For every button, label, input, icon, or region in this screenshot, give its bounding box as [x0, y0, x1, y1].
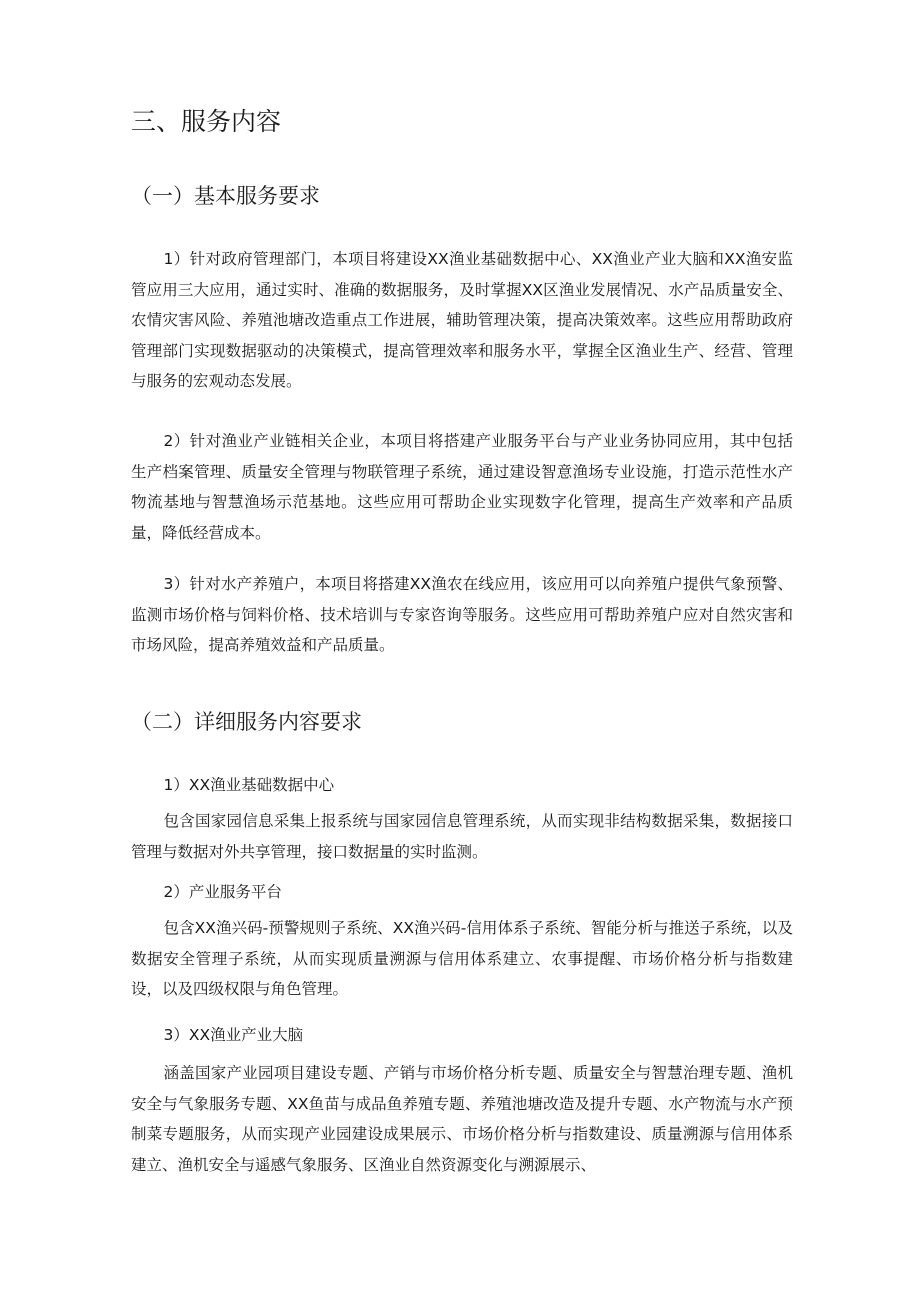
basic-requirements-heading: （一）基本服务要求 [131, 184, 320, 208]
paragraph-enterprise: 2）针对渔业产业链相关企业，本项目将搭建产业服务平台与产业业务协同应用，其中包括生产档案管理、质量安全管理与物联管理子系统，通过建设智意渔场专业设施，打造示范性水产物流基地与智慧渔场示范基地。这些应用可帮助企业实现数字化管理，提高生产效率和产品质量，降低经营成本。 [131, 432, 793, 542]
item-industry-platform: 2）产业服务平台 [163, 883, 282, 901]
paragraph-government: 1）针对政府管理部门，本项目将建设XX渔业基础数据中心、XX渔业产业大脑和XX渔安监管应用三大应用，通过实时、准确的数据服务，及时掌握XX区渔业发展情况、水产品质量安全、农情灾害风险、养殖池塘改造重点工作进展，辅助管理决策，提高决策效率。这些应用帮助政府管理部门实现数据驱动的决策模式，提高管理效率和服务水平，掌握全区渔业生产、经营、管理与服务的宏观动态发展。 [131, 250, 793, 391]
section-title: 三、服务内容 [131, 107, 282, 136]
item-industry-brain: 3）XX渔业产业大脑 [163, 1026, 304, 1044]
detailed-requirements-heading: （二）详细服务内容要求 [131, 710, 362, 734]
desc-industry-brain: 涵盖国家产业园项目建设专题、产销与市场价格分析专题、质量安全与智慧治理专题、渔机安全与气象服务专题、XX鱼苗与成品鱼养殖专题、养殖池塘改造及提升专题、水产物流与水产预制菜专题服务，从而实现产业园建设成果展示、市场价格分析与指数建设、质量溯源与信用体系建立、渔机安全与遥感气象服务、区渔业自然资源变化与溯源展示、 [131, 1064, 793, 1174]
item-data-center: 1）XX渔业基础数据中心 [163, 776, 335, 794]
paragraph-farmers: 3）针对水产养殖户，本项目将搭建XX渔农在线应用，该应用可以向养殖户提供气象预警、监测市场价格与饲料价格、技术培训与专家咨询等服务。这些应用可帮助养殖户应对自然灾害和市场风险，提高养殖效益和产品质量。 [131, 575, 793, 655]
desc-industry-platform: 包含XX渔兴码-预警规则子系统、XX渔兴码-信用体系子系统、智能分析与推送子系统，以及数据安全管理子系统，从而实现质量溯源与信用体系建立、农事提醒、市场价格分析与指数建设，以及四级权限与角色管理。 [131, 919, 793, 999]
desc-data-center: 包含国家园信息采集上报系统与国家园信息管理系统，从而实现非结构数据采集，数据接口管理与数据对外共享管理，接口数据量的实时监测。 [131, 812, 793, 861]
